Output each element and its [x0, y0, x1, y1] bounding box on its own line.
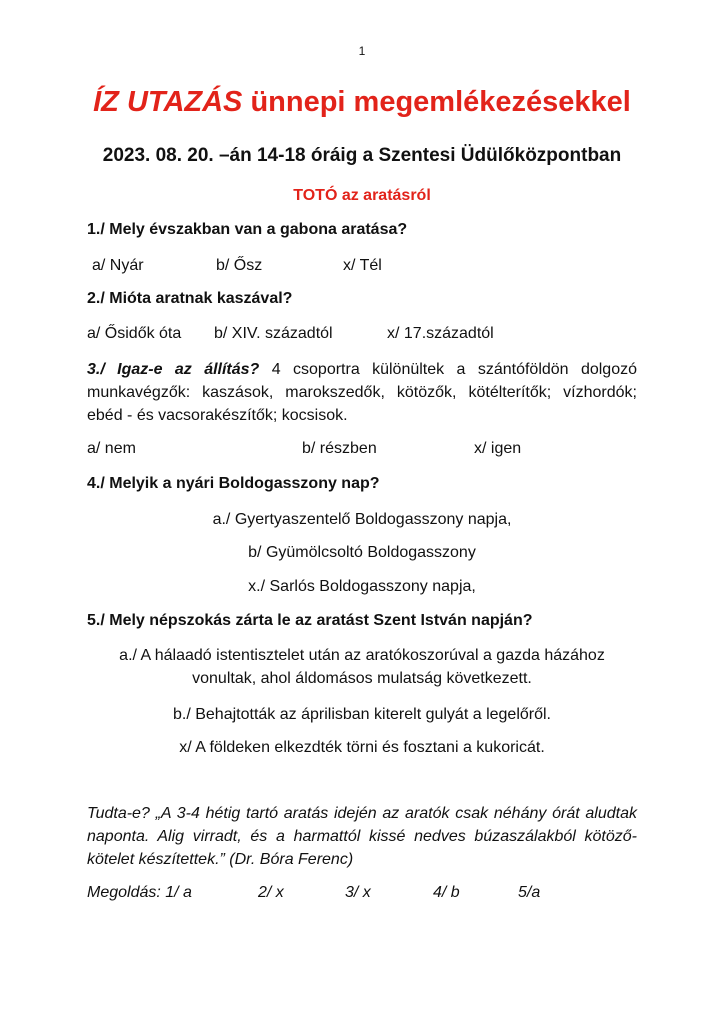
title-highlight: ÍZ UTAZÁS: [93, 86, 243, 118]
question-3-text: 4 csoportra különültek a szántóföldön dolgozó munkavégzők: kaszások, marokszedők, kötözők, kötélterítők; vízhordók; ebéd - és vacsorakészítők; kocsisok.: [87, 361, 638, 424]
did-you-know-text: Tudta-e? „A 3-4 hétig tartó aratás idején az aratók csak néhány órát aludtak naponta. Alig virradt, és a harmattól kissé nedves búzaszálakból kötöző-kötelet készítettek.” (Dr. Bóra Ferenc): [87, 805, 637, 868]
q4-option-b: b/ Gyümölcsoltó Boldogasszony: [248, 544, 476, 561]
q3-option-a: a/ nem: [87, 440, 136, 457]
question-4: 4./ Melyik a nyári Boldogasszony nap?: [87, 475, 380, 492]
q5-option-b: b./ Behajtották az áprilisban kiterelt gulyát a legelőről.: [173, 706, 551, 723]
page-title: [0, 86, 724, 119]
q2-option-b: b/ XIV. századtól: [214, 325, 333, 342]
q4-option-x: x./ Sarlós Boldogasszony napja,: [248, 578, 476, 595]
q2-option-x: x/ 17.századtól: [387, 325, 494, 342]
question-3-lead: 3./ Igaz-e az állítás?: [87, 361, 260, 378]
q4-option-a: a./ Gyertyaszentelő Boldogasszony napja,: [212, 511, 512, 528]
question-2: 2./ Mióta aratnak kaszával?: [87, 290, 293, 307]
q5-option-a-continued: vonultak, ahol áldomásos mulatság következett.: [192, 670, 532, 687]
question-1: 1./ Mely évszakban van a gabona aratása?: [87, 221, 408, 238]
q2-option-a: a/ Ősidők óta: [87, 325, 182, 342]
page-subtitle: 2023. 08. 20. –án 14-18 óráig a Szentesi Üdülőközpontban: [102, 145, 622, 166]
solution-5: 5/a: [518, 884, 541, 901]
q1-option-b: b/ Ősz: [216, 257, 263, 274]
question-3: [87, 358, 637, 427]
solution-3: 3/ x: [345, 884, 371, 901]
q5-option-a: a./ A hálaadó istentisztelet után az aratókoszorúval a gazda házához: [119, 647, 605, 664]
solution-4: 4/ b: [433, 884, 460, 901]
q1-option-a: a/ Nyár: [92, 257, 144, 274]
quiz-title: TOTÓ az aratásról: [293, 187, 431, 204]
title-rest: ünnepi megemlékezésekkel: [242, 86, 631, 118]
q3-option-x: x/ igen: [474, 440, 522, 457]
question-5: 5./ Mely népszokás zárta le az aratást Szent István napján?: [87, 612, 533, 629]
solution-label: Megoldás: 1/ a: [87, 884, 192, 901]
page-number: 1: [358, 44, 366, 58]
q1-option-x: x/ Tél: [343, 257, 382, 274]
q5-option-x: x/ A földeken elkezdték törni és fosztani a kukoricát.: [179, 739, 545, 756]
solution-2: 2/ x: [258, 884, 284, 901]
q3-option-b: b/ részben: [302, 440, 377, 457]
